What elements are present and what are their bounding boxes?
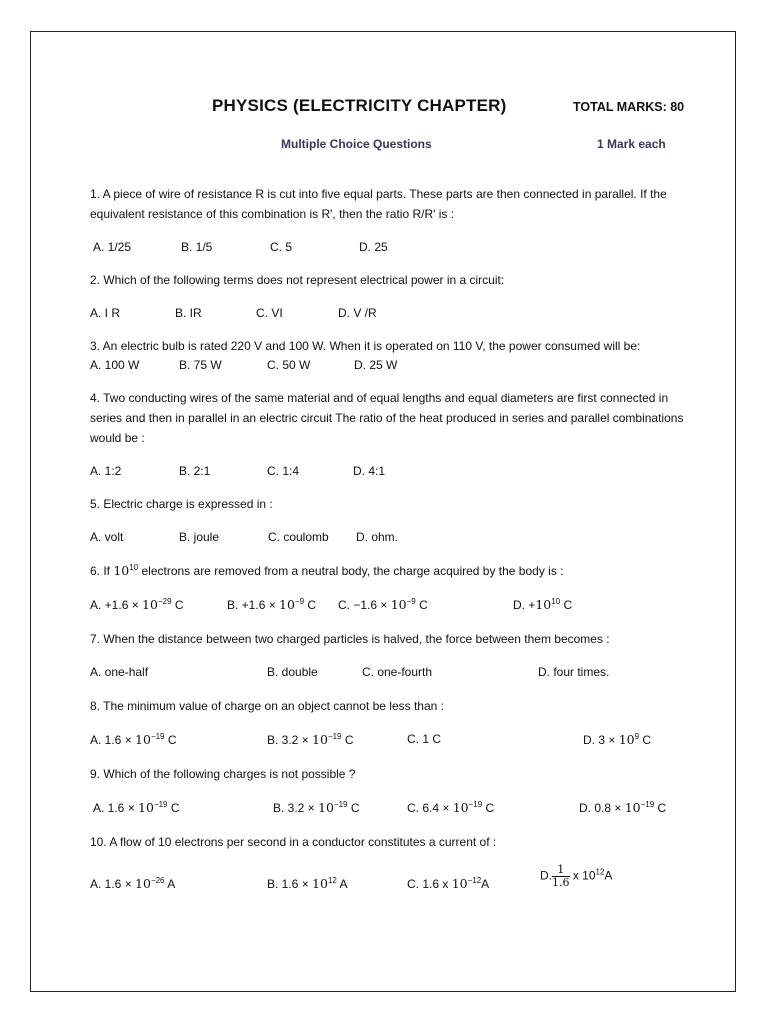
total-marks: TOTAL MARKS: 80 <box>573 100 685 114</box>
question-7: 7. When the distance between two charged particles is halved, the force between them becomes : <box>90 632 610 646</box>
question-7-option-b: B. double <box>267 665 318 679</box>
question-5: 5. Electric charge is expressed in : <box>90 497 273 511</box>
question-3-option-a: A. 100 W <box>90 358 140 372</box>
question-2-option-c: C. VI <box>256 306 283 320</box>
question-6-option-a: A. $+1.6 \times 10^{-29}$ C <box>90 597 184 612</box>
section-heading: Multiple Choice Questions <box>281 137 432 151</box>
question-4-option-c: C. 1:4 <box>267 464 300 478</box>
question-3-option-b: B. 75 W <box>179 358 222 372</box>
question-4-option-b: B. 2:1 <box>179 464 211 478</box>
question-3-option-c: C. 50 W <box>267 358 311 372</box>
question-9-option-c: C. $6.4 \times 10^{-19}$ C <box>407 800 495 815</box>
question-8-option-b: B. $3.2 \times 10^{-19}$ C <box>267 732 354 747</box>
question-5-option-d: D. ohm. <box>356 530 399 544</box>
question-2: 2. Which of the following terms does not represent electrical power in a circuit: <box>90 273 505 287</box>
question-9-option-b: B. $3.2 \times 10^{-19}$ C <box>273 800 360 815</box>
question-3-option-d: D. 25 W <box>354 358 398 372</box>
question-8-option-c: C. 1 C <box>407 732 442 746</box>
question-1-option-d: D. 25 <box>359 240 388 254</box>
question-10-option-c: C. 1.6 x $10^{-12}A$ <box>407 876 490 891</box>
question-9-option-d: D. $0.8 \times 10^{-19}$ C <box>579 800 667 815</box>
question-10-option-b: B. $1.6 \times 10^{12}$ A <box>267 876 348 891</box>
page-title: PHYSICS (ELECTRICITY CHAPTER) <box>212 96 507 115</box>
question-8-option-d: D. $3 \times 10^9$ C <box>583 732 652 747</box>
question-4-option-d: D. 4:1 <box>353 464 386 478</box>
question-10: 10. A flow of 10 electrons per second in a conductor constitutes a current of : <box>90 835 497 849</box>
question-9-option-a: A. $1.6 \times 10^{-19}$ C <box>93 800 180 815</box>
question-5-option-b: B. joule <box>179 530 220 544</box>
question-1-option-b: B. 1/5 <box>181 240 213 254</box>
question-3: 3. An electric bulb is rated 220 V and 100 W. When it is operated on 110 V, the power consumed will be: <box>90 339 641 353</box>
question-6-option-d: D. $+10^{10}$ C <box>513 597 573 612</box>
question-4: 4. Two conducting wires of the same material and of equal lengths and equal diameters are first connected in series and then in parallel in an electric circuit The ratio of the heat produced in series and parallel combinations would be : <box>90 391 684 445</box>
question-10-option-d: D. $\frac{1}{1.6}$ x $10^{12}A$ <box>540 863 613 889</box>
question-8-option-a: A. $1.6 \times 10^{-19}$ C <box>90 732 177 747</box>
question-7-option-c: C. one-fourth <box>362 665 433 679</box>
question-6: 6. If $10^{10}$ electrons are removed from a neutral body, the charge acquired by the body is : <box>90 563 564 578</box>
question-5-option-c: C. coulomb <box>268 530 329 544</box>
question-1: 1. A piece of wire of resistance R is cut into five equal parts. These parts are then connected in parallel. If the equivalent resistance of this combination is R', then the ratio R/R' is : <box>90 187 667 221</box>
question-9: 9. Which of the following charges is not possible ? <box>90 767 356 781</box>
marks-per-question: 1 Mark each <box>597 137 666 151</box>
question-7-option-a: A. one-half <box>90 665 149 679</box>
question-5-option-a: A. volt <box>90 530 124 544</box>
question-6-option-b: B. $+1.6 \times 10^{-9}$ C <box>227 597 317 612</box>
question-1-option-c: C. 5 <box>270 240 293 254</box>
question-6-option-c: C. $-1.6 \times 10^{-9}$ C <box>338 597 428 612</box>
fraction: $\frac{1}{1.6}$ <box>552 863 570 889</box>
question-4-option-a: A. 1:2 <box>90 464 122 478</box>
question-8: 8. The minimum value of charge on an object cannot be less than : <box>90 699 444 713</box>
question-2-option-b: B. IR <box>175 306 202 320</box>
question-1-option-a: A. 1/25 <box>93 240 132 254</box>
question-7-option-d: D. four times. <box>538 665 610 679</box>
question-2-option-a: A. I R <box>90 306 121 320</box>
question-2-option-d: D. V /R <box>338 306 377 320</box>
question-10-option-a: A. $1.6 \times 10^{-26}$ A <box>90 876 176 891</box>
